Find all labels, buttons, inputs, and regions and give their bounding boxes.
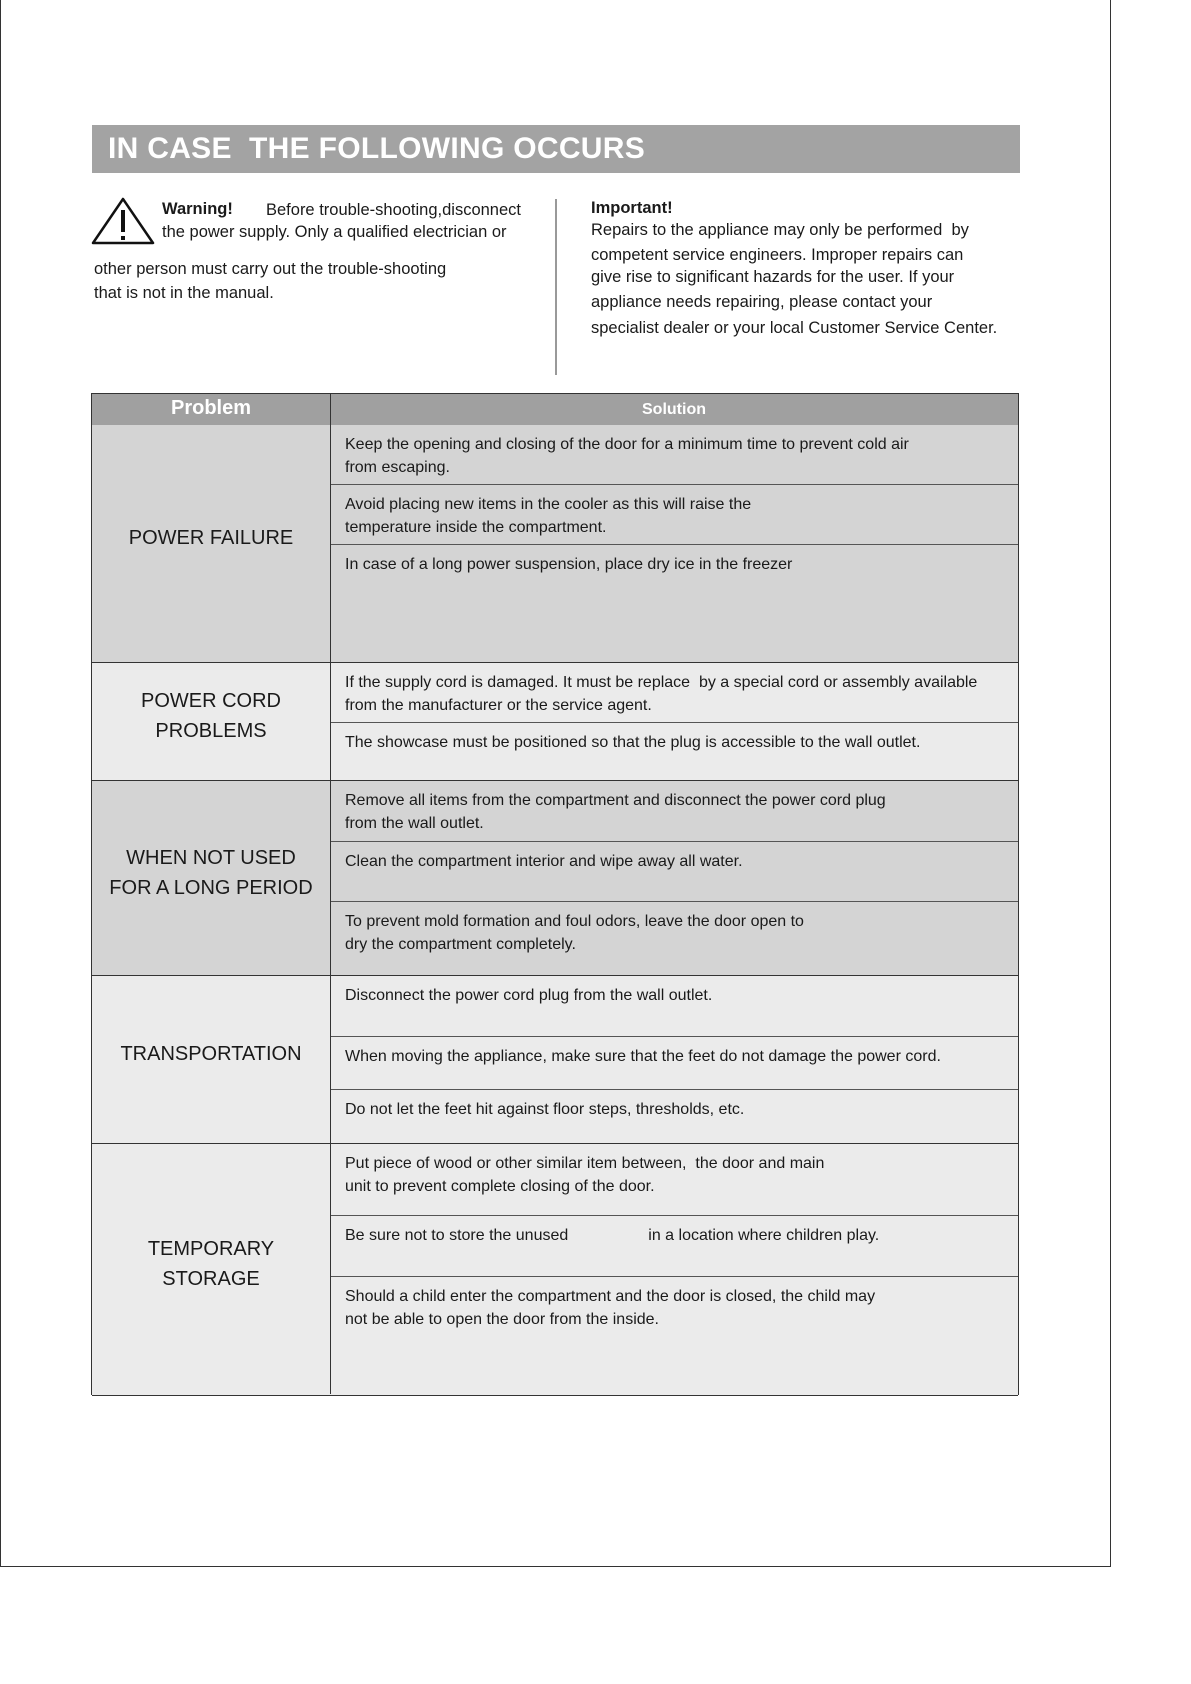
table-header xyxy=(92,394,1018,426)
section-title-bar xyxy=(92,125,1020,173)
problem-label: POWER FAILURE xyxy=(128,527,294,549)
problem-group xyxy=(92,425,1018,663)
solution-row xyxy=(331,1037,1018,1090)
warning-text-4: that is not in the manual. xyxy=(94,284,274,302)
column-divider xyxy=(555,199,557,375)
problem-label: WHEN NOT USED FOR A LONG PERIOD xyxy=(109,846,313,899)
solution-row xyxy=(331,545,1018,663)
important-text-4: appliance needs repairing, please contact your xyxy=(591,293,933,311)
column-line xyxy=(330,394,331,1394)
solution-row xyxy=(331,976,1018,1037)
solution-row xyxy=(331,1090,1018,1144)
solution-text: Put piece of wood or other similar item between, the door and main unit to prevent complete closing of the door. xyxy=(345,1155,825,1195)
solution-row xyxy=(331,902,1018,976)
solution-text: The showcase must be positioned so that the plug is accessible to the wall outlet. xyxy=(345,734,921,751)
important-text-2: competent service engineers. Improper repairs can xyxy=(591,246,964,264)
problem-group xyxy=(92,781,1018,976)
solution-text: When moving the appliance, make sure that the feet do not damage the power cord. xyxy=(345,1048,941,1065)
problem-group xyxy=(92,663,1018,781)
important-text-3: give rise to significant hazards for the user. If your xyxy=(591,268,955,286)
section-title: IN CASE THE FOLLOWING OCCURS xyxy=(108,132,646,165)
problem-label: POWER CORD PROBLEMS xyxy=(141,690,281,742)
problem-group xyxy=(92,976,1018,1144)
solution-text: Keep the opening and closing of the door for a minimum time to prevent cold air from escaping. xyxy=(345,436,909,476)
troubleshooting-table xyxy=(91,393,1019,1395)
problem-group xyxy=(92,1144,1018,1396)
solution-text: Disconnect the power cord plug from the wall outlet. xyxy=(345,987,713,1004)
warning-text-2: the power supply. Only a qualified electrician or xyxy=(162,223,507,241)
important-label: Important! xyxy=(591,199,673,217)
solution-row xyxy=(331,842,1018,902)
solution-row xyxy=(331,1144,1018,1216)
solution-text: In case of a long power suspension, place dry ice in the freezer xyxy=(345,556,793,573)
warning-label: Warning! xyxy=(162,200,233,218)
solution-row xyxy=(331,1216,1018,1277)
warning-triangle-icon xyxy=(91,196,155,246)
header-solution: Solution xyxy=(642,401,706,418)
solution-text: Do not let the feet hit against floor steps, thresholds, etc. xyxy=(345,1101,745,1118)
solution-row xyxy=(331,485,1018,545)
solution-row xyxy=(331,1277,1018,1396)
important-text-5: specialist dealer or your local Customer Service Center. xyxy=(591,319,998,337)
solution-text: Should a child enter the compartment and the door is closed, the child may not be able to open the door from the inside. xyxy=(345,1288,876,1328)
solution-row xyxy=(331,425,1018,485)
warning-text-1: Before trouble-shooting,disconnect xyxy=(266,201,521,219)
problem-label: TEMPORARY STORAGE xyxy=(147,1238,275,1290)
important-text-1: Repairs to the appliance may only be performed by xyxy=(591,221,969,239)
solution-text: If the supply cord is damaged. It must be replace by a special cord or assembly available from the manufacturer or the service agent. xyxy=(345,674,978,714)
solution-text: Clean the compartment interior and wipe away all water. xyxy=(345,853,743,870)
solution-text: Avoid placing new items in the cooler as this will raise the temperature inside the compartment. xyxy=(345,496,752,536)
solution-text: Be sure not to store the unused in a location where children play. xyxy=(345,1227,880,1244)
header-problem: Problem xyxy=(170,397,252,419)
solution-row xyxy=(331,723,1018,781)
warning-text-3: other person must carry out the trouble-shooting xyxy=(94,260,447,278)
solution-text: Remove all items from the compartment and disconnect the power cord plug from the wall outlet. xyxy=(345,792,886,832)
solution-text: To prevent mold formation and foul odors, leave the door open to dry the compartment completely. xyxy=(345,913,804,953)
problem-label: TRANSPORTATION xyxy=(120,1043,302,1065)
solution-row xyxy=(331,781,1018,842)
solution-row xyxy=(331,663,1018,723)
